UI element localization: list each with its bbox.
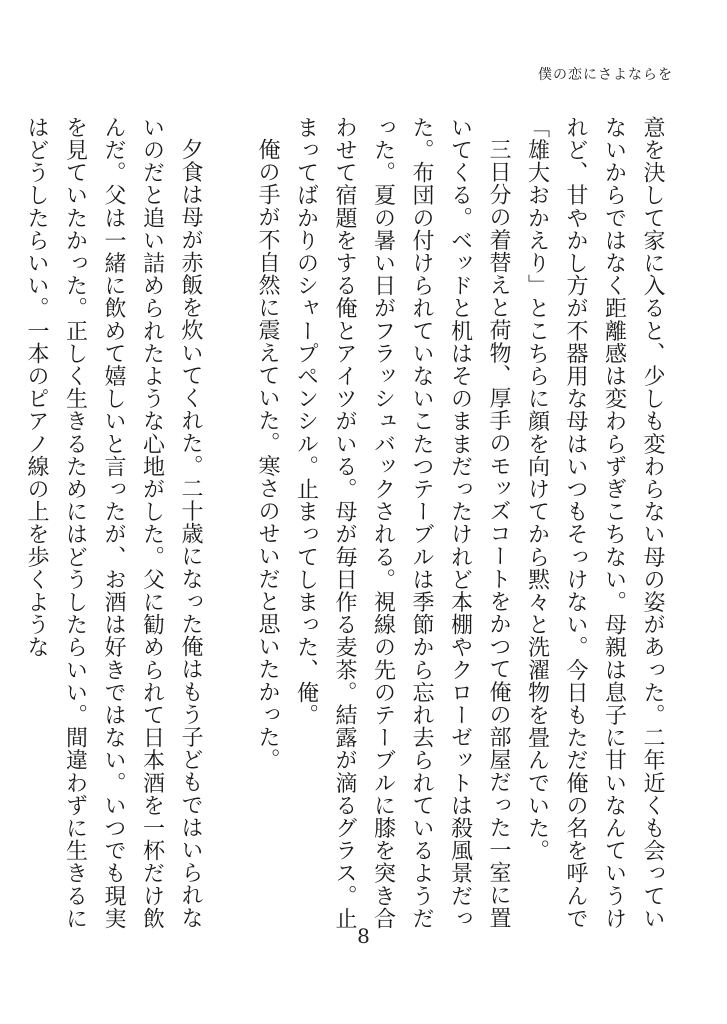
paragraph-3: 俺の手が不自然に震えていた。寒さのせいだと思いたかった。 — [255, 138, 280, 771]
page-number: 8 — [357, 924, 370, 948]
running-head: 僕の恋にさよならを — [538, 67, 673, 83]
section-break — [209, 116, 248, 944]
paragraph-4: 夕食は母が赤飯を炊いてくれた。二十歳になった俺はもう子どもではいられないのだと追い詰められたような心地がした。父に勧められて日本酒を一杯だけ飲んだ。父は一緒に飲めて嬉しいと言ったが、お酒は好きではない。いつでも現実を見ていたかった。正しく生きるためにはどうしたらいい。間違わずに生きるにはどうしたらいい。一本のピアノ線の上を歩くような — [24, 116, 203, 930]
paragraph-2: 三日分の着替えと荷物、厚手のモッズコートをかつて俺の部屋だった一室に置いてくる。ベッドと机はそのままだったけれど本棚やクローゼットは殺風景だった。布団の付けられていないこたつテーブルは季節から忘れ去られているようだった。夏の暑い日がフラッシュバックされる。視線の先のテーブルに膝を突き合わせて宿題をする俺とアイツがいる。母が毎日作る麦茶。結露が滴るグラス。止まってばかりのシャープペンシル。止まってしまった、俺。 — [293, 116, 511, 930]
body-text — [24, 116, 671, 944]
paragraph-1: 意を決して家に入ると、少しも変わらない母の姿があった。二年近くも会っていないからではなく距離感は変わらずぎこちない。母親は息子に甘いなんていうけれど、甘やかし方が不器用な母はいつもそっけない。今日もただ俺の名を呼んで「雄大おかえり」とこちらに顔を向けてから黙々と洗濯物を畳んでいた。 — [524, 116, 665, 930]
